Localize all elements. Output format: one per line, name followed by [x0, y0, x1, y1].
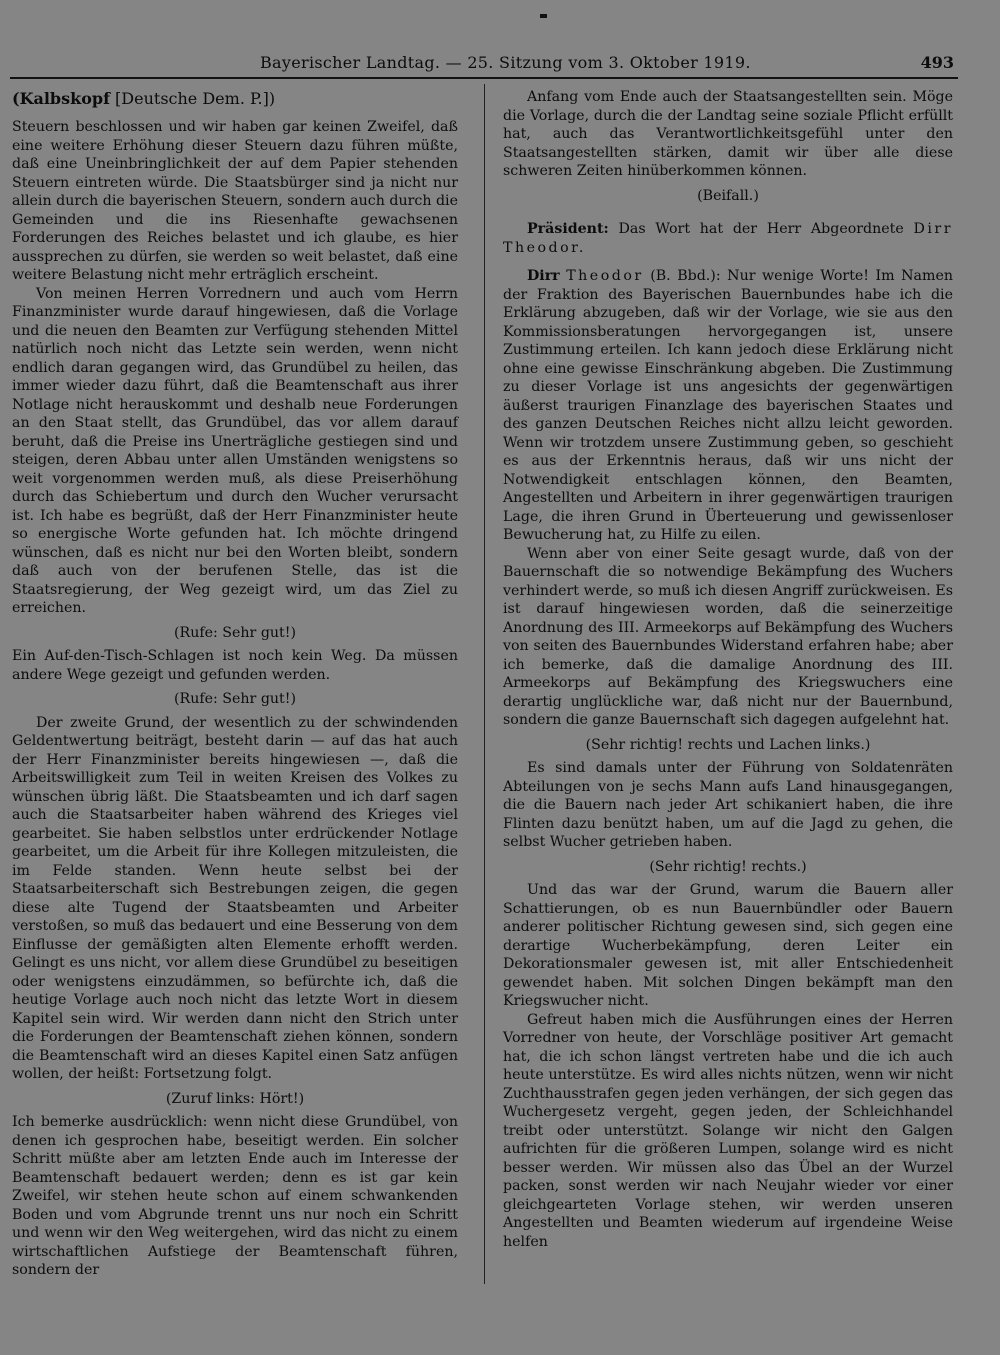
paragraph: Gefreut haben mich die Ausführungen eines der Herren Vorredner von heute, der Vorschläge positiver Art gemacht hat, die ich schon längst vertreten habe und die ich auch heute unterstütze. Es wird alles nichts nützen, wenn wir nicht Zuchthausstrafen gegen jeden verhängen, der sich gegen das Wuchergesetz vergeht, gegen jeden, der Schleichhandel treibt oder unterstützt. Solange wir nicht den Galgen aufrichten für die größeren Lumpen, solange wird es nicht besser werden. Wir müssen also das Übel an der Wurzel packen, sonst werden wir nach Neujahr wieder vor einer gleichgearteten Vorlage stehen, wir werden unseren Angestellten und Beamten wiederum auf irgendeine Weise helfen	[503, 1011, 953, 1250]
interjection: (Sehr richtig! rechts.)	[649, 858, 807, 875]
president-text: Das Wort hat der Herr Abgeordnete	[618, 221, 904, 237]
paragraph: Von meinen Herren Vorrednern und auch vom Herrn Finanzminister wurde darauf hingewiesen, daß die Vorlage und die neuen den Beamten zur Verfügung stehenden Mittel natürlich noch nicht das Letzte sein werden, wenn nicht endlich daran gegangen wird, das Grundübel zu heilen, das immer wieder dazu führt, daß die Beamtenschaft aus ihrer Notlage nicht herauskommt und deshalb neue Forderungen an den Staat stellt, das Grundübel, das vor allem darauf beruht, daß die Preise ins Unerträgliche gestiegen sind und steigen, deren Abbau unter allen Umständen wenigstens so weit vorgenommen werden muß, als diese Preiserhöhung durch das Schiebertum und durch den Wucher verursacht ist. Ich habe es begrüßt, daß der Herr Finanzminister heute so energische Worte gefunden hat. Ich möchte dringend wünschen, daß es nicht nur bei den Worten bleibt, sondern daß auch von der berufenen Stelle, das ist die Staatsregierung, der Weg gezeigt wird, um das Ziel zu erreichen.	[12, 285, 458, 616]
paragraph: Anfang vom Ende auch der Staatsangestellten sein. Möge die Vorlage, durch die der Landtag seine soziale Pflicht erfüllt hat, auch das Verantwortlichkeitsgefühl unter den Staatsangestellten stärken, damit wir über alle diese schweren Zeiten hinüberkommen können.	[503, 89, 953, 179]
president-label: Präsident:	[527, 221, 609, 237]
speaker2-first-name: Theodor	[566, 268, 644, 284]
paragraph: Wenn aber von einer Seite gesagt wurde, daß von der Bauernschaft die so notwendige Bekämpfung des Wuchers verhindert werde, so muß ich diesen Angriff zurückweisen. Es ist darauf hingewiesen worden, daß die seinerzeitige Anordnung des III. Armeekorps auf Bekämpfung des Wuchers von seiten des Bauernbundes Widerstand erfahren habe; aber ich bemerke, daß die damalige Anordnung des III. Armeekorps auf Bekämpfung des Kriegswuchers eine derartig unglückliche war, daß nicht nur der Bauernbund, sondern die ganze Bauernschaft sich dagegen aufgelehnt hat.	[503, 545, 953, 728]
running-title: Bayerischer Landtag. — 25. Sitzung vom 3. Oktober 1919.	[260, 53, 751, 72]
interjection: (Rufe: Sehr gut!)	[174, 624, 296, 641]
paragraph: Steuern beschlossen und wir haben gar keinen Zweifel, daß eine weitere Erhöhung dieser Steuern dazu führen müßte, daß eine Uneinbringlichkeit der auf dem Papier stehenden Steuern eintreten würde. Die Staatsbürger sind ja nicht nur allein durch die bayerischen Steuern, sondern auch durch die Gemeinden und die ins Riesenhafte gewachsenen Forderungen des Reiches belastet und ich glaube, es hier aussprechen zu dürfen, sie werden so weit belastet, daß eine weitere Belastung nicht mehr erträglich erscheint.	[12, 119, 458, 283]
paragraph: Der zweite Grund, der wesentlich zu der schwindenden Geldentwertung beiträgt, besteht darin — auf das hat auch der Herr Finanzminister bereits hingewiesen —, daß die Arbeitswilligkeit zum Teil in weiten Kreisen des Volkes zu wünschen übrig läßt. Die Staatsbeamten und ich darf sagen auch die Staatsarbeiter haben während des Krieges viel gearbeitet. Sie haben selbstlos unter erdrückender Notlage gearbeitet, um die Arbeit für ihre Kollegen mitzuleisten, die im Felde standen. Wenn heute selbst bei der Staatsarbeiterschaft sich Bestrebungen zeigen, die gegen diese alte Tugend der Staatsbeamten und Arbeiter verstoßen, so muß das bedauert und eine Besserung von dem Einflusse der gemäßigten alten Elemente erhofft werden. Gelingt es uns nicht, vor allem diese Grundübel zu beseitigen oder wenigstens einzudämmen, so befürchte ich, daß die heutige Vorlage auch noch nicht das letzte Wort in diesem Kapitel sein wird. Wir werden dann nicht den Strich unter die Forderungen der Beamtenschaft ziehen können, sondern die Beamtenschaft wird an dieses Kapitel einen Satz anfügen wollen, der heißt: Fortsetzung folgt.	[12, 714, 458, 1082]
left-column	[12, 88, 458, 1280]
president-statement	[503, 220, 953, 257]
speaker2-name: Dirr	[527, 268, 560, 284]
speaker-party: [Deutsche Dem. P.])	[115, 89, 276, 108]
column-divider	[484, 84, 485, 1284]
paragraph: Ein Auf-den-Tisch-Schlagen ist noch kein Weg. Da müssen andere Wege gezeigt und gefunden werden.	[12, 648, 458, 683]
right-column	[503, 88, 953, 1251]
header-rule	[10, 77, 958, 79]
paragraph: Ich bemerke ausdrücklich: wenn nicht diese Grundübel, von denen ich gesprochen habe, beseitigt werden. Ein solcher Schritt müßte aber am letzten Ende auch im Interesse der Beamtenschaft bedauert werden; denn es ist gar kein Zweifel, wir stehen heute schon auf einem schwankenden Boden und vom Abgrunde trennt uns nur noch ein Schritt und wenn wir den Weg weitergehen, wird das nicht zu einem wirtschaftlichen Aufstiege der Beamtenschaft führen, sondern der	[12, 1114, 458, 1278]
interjection: (Rufe: Sehr gut!)	[174, 691, 296, 707]
paragraph: Es sind damals unter der Führung von Soldatenräten Abteilungen von je sechs Mann aufs Land hinausgegangen, die die Bauern nach jeder Art schikaniert haben, die ihre Flinten dazu benützt haben, um auf die Jagd zu gehen, die selbst Wucher getrieben haben.	[503, 760, 953, 850]
print-mark	[540, 14, 547, 18]
interjection: (Sehr richtig! rechts und Lachen links.)	[585, 736, 871, 753]
speaker-name: (Kalbskopf	[12, 89, 110, 108]
paragraph-text: (B. Bbd.): Nur wenige Worte! Im Namen der Fraktion des Bayerischen Bauernbundes habe ich die Erklärung abzugeben, daß wir der Vorlage, wie sie aus den Kommissionsberatungen hervorgegangen ist, unsere Zustimmung erteilen. Ich kann jedoch diese Erklärung nicht ohne eine gewisse Einschränkung abgeben. Die Zustimmung zu dieser Vorlage ist uns angesichts der gegenwärtigen äußerst traurigen Finanzlage des bayerischen Staates und des ganzen Deutschen Reiches nicht allzu leicht geworden. Wenn wir trotzdem unsere Zustimmung geben, so geschieht es aus der Erkenntnis heraus, daß wir uns nicht der Notwendigkeit entschlagen können, den Beamten, Angestellten und Arbeitern in ihrer gegenwärtigen traurigen Lage, die ihren Grund in Überteuerung und gewissenloser Bewucherung hat, zu Hilfe zu eilen.	[503, 268, 953, 543]
president-target: Dirr Theodor.	[503, 221, 953, 256]
paragraph: Und das war der Grund, warum die Bauern aller Schattierungen, ob es nun Bauernbündler oder Bauern anderer politischer Richtung gewesen sind, sich gegen eine derartige Wucherbekämpfung, deren Leiter ein Dekorationsmaler gewesen ist, mit aller Entschiedenheit gewendet haben. Mit solchen Dingen bekämpft man den Kriegswucher nicht.	[503, 882, 953, 1009]
speaker-paragraph	[503, 267, 953, 545]
interjection: (Beifall.)	[697, 187, 759, 204]
page-header	[10, 52, 958, 74]
interjection: (Zuruf links: Hört!)	[165, 1090, 305, 1107]
speaker-heading	[12, 88, 458, 110]
page-number: 493	[920, 53, 954, 72]
